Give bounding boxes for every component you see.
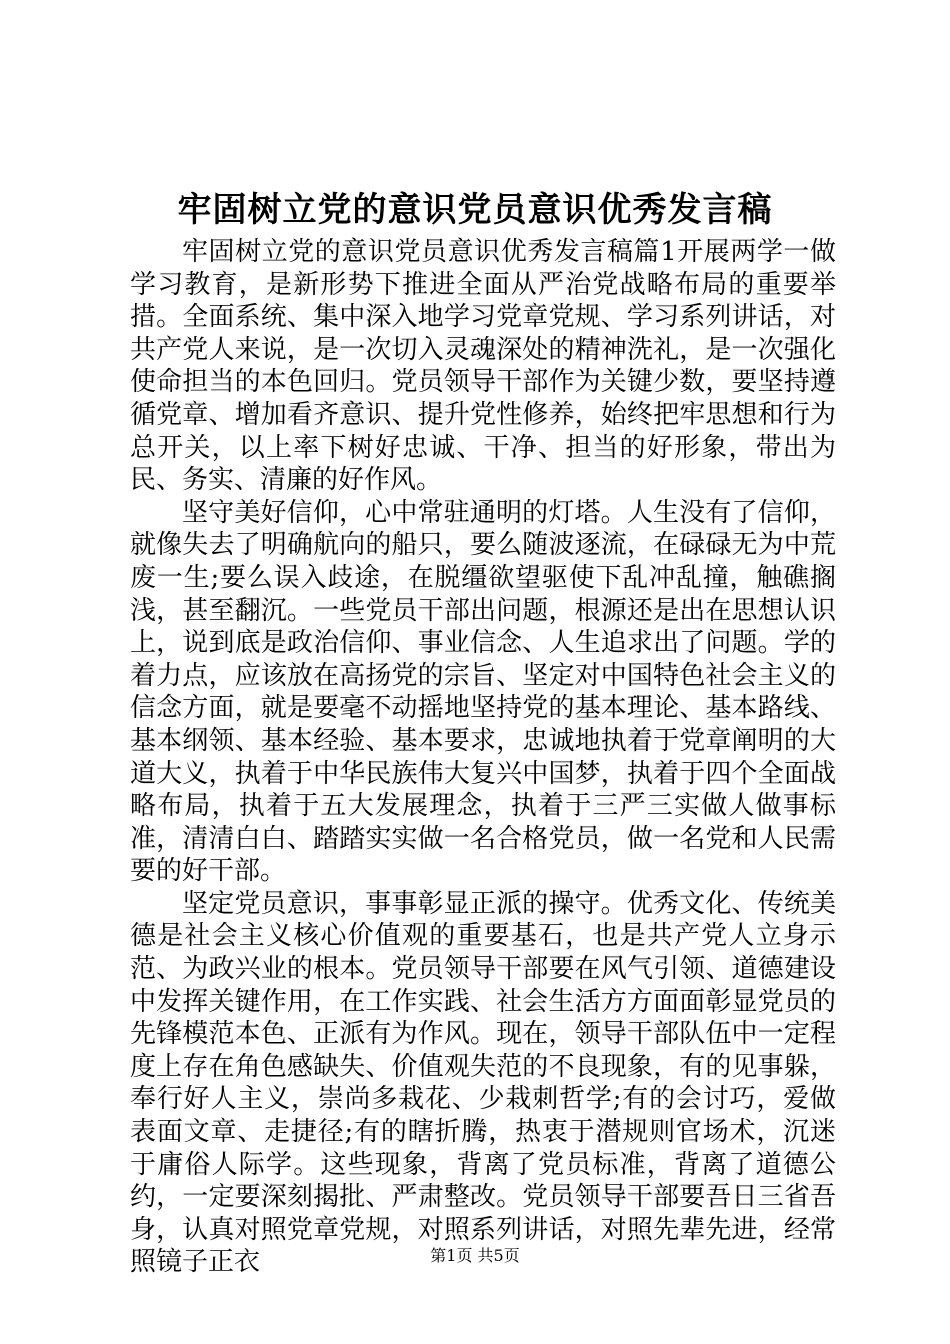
document-title: 牢固树立党的意识党员意识优秀发言稿	[177, 190, 773, 230]
paragraph-1: 牢固树立党的意识党员意识优秀发言稿篇1开展两学一做学习教育，是新形势下推进全面从严治党战略布局的重要举措。全面系统、集中深入地学习党章党规、学习系列讲话，对共产党人来说，是一次切入灵魂深处的精神洗礼，是一次强化使命担当的本色回归。党员领导干部作为关键少数，要坚持遵循党章、增加看齐意识、提升党性修养，始终把牢思想和行为总开关，以上率下树好忠诚、干净、担当的好形象，带出为民、务实、清廉的好作风。	[130, 237, 836, 496]
page-number-footer: 第1页 共5页	[430, 1246, 520, 1265]
paragraph-2: 坚守美好信仰，心中常驻通明的灯塔。人生没有了信仰，就像失去了明确航向的船只，要么随波逐流，在碌碌无为中荒废一生;要么误入歧途，在脱缰欲望驱使下乱冲乱撞，触礁搁浅，甚至翻沉。一些党员干部出问题，根源还是出在思想认识上，说到底是政治信仰、事业信念、人生追求出了问题。学的着力点，应该放在高扬党的宗旨、坚定对中国特色社会主义的信念方面，就是要毫不动摇地坚持党的基本理论、基本路线、基本纲领、基本经验、基本要求，忠诚地执着于党章阐明的大道大义，执着于中华民族伟大复兴中国梦，执着于四个全面战略布局，执着于五大发展理念，执着于三严三实做人做事标准，清清白白、踏踏实实做一名合格党员，做一名党和人民需要的好干部。	[130, 497, 836, 887]
document-body	[130, 236, 836, 1279]
paragraph-3: 坚定党员意识，事事彰显正派的操守。优秀文化、传统美德是社会主义核心价值观的重要基石，也是共产党人立身示范、为政兴业的根本。党员领导干部要在风气引领、道德建设中发挥关键作用，在工作实践、社会生活方方面面彰显党员的先锋模范本色、正派有为作风。现在，领导干部队伍中一定程度上存在角色感缺失、价值观失范的不良现象，有的见事躲，奉行好人主义，崇尚多栽花、少栽刺哲学;有的会讨巧，爱做表面文章、走捷径;有的瞎折腾，热衷于潜规则官场术，沉迷于庸俗人际学。这些现象，背离了党员标准，背离了道德公约，一定要深刻揭批、严肃整改。党员领导干部要吾日三省吾身，认真对照党章党规，对照系列讲话，对照先辈先进，经常照镜子正衣	[130, 888, 836, 1278]
